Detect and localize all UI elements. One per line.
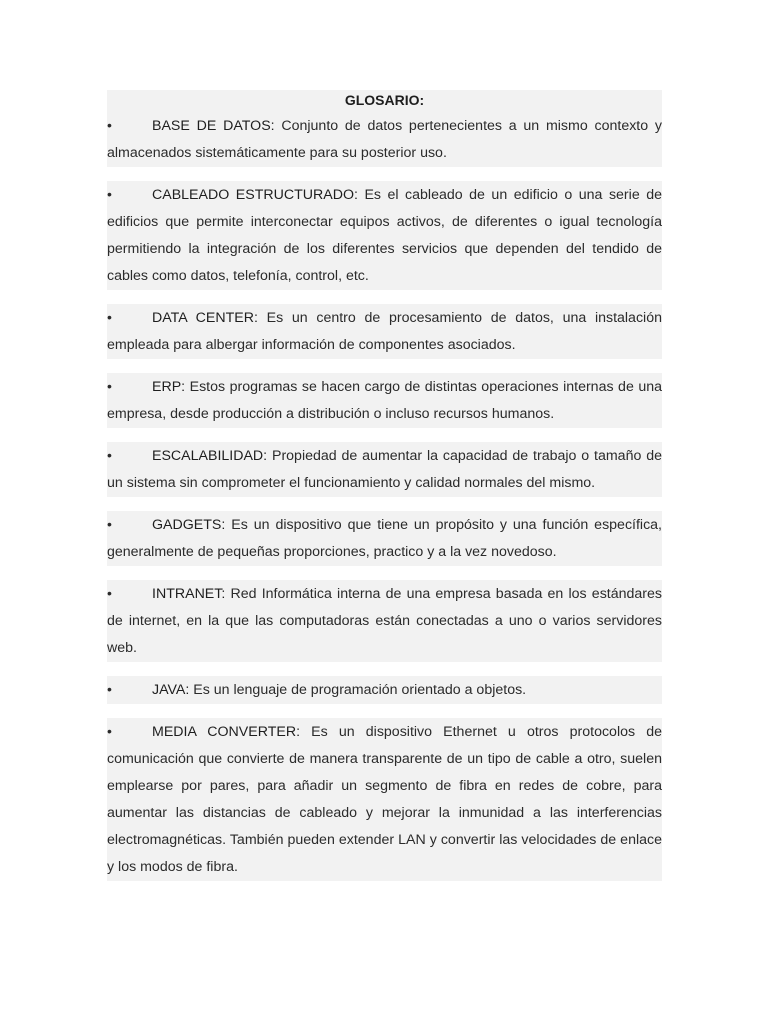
entry-term: GADGETS: xyxy=(152,517,226,533)
entry-definition: Es un dispositivo Ethernet u otros protocolos de comunicación que convierte de manera transparente de un tipo de cable a otro, suelen emplearse por pares, para añadir un segmento de fibra en redes de cobre, para aumentar las distancias de cableado y mejorar la inmunidad a las interferencias electromagnéticas. También pueden extender LAN y convertir las velocidades de enlace y los modos de fibra. xyxy=(107,724,662,875)
entry-definition: Es un lenguaje de programación orientado a objetos. xyxy=(189,682,527,698)
glossary-entry xyxy=(107,181,662,290)
entry-term: MEDIA CONVERTER: xyxy=(152,724,301,740)
entry-definition: Propiedad de aumentar la capacidad de trabajo o tamaño de un sistema sin comprometer el funcionamiento y calidad normales del mismo. xyxy=(107,448,662,491)
glossary-entry xyxy=(107,112,662,167)
entry-term: ESCALABILIDAD: xyxy=(152,448,268,464)
glossary-entry xyxy=(107,373,662,428)
entry-term: CABLEADO ESTRUCTURADO: xyxy=(152,187,358,203)
entry-term: ERP: xyxy=(152,379,186,395)
glossary-entry xyxy=(107,718,662,881)
entry-term: BASE DE DATOS: xyxy=(152,118,275,134)
bullet-icon: • xyxy=(107,309,112,325)
bullet-icon: • xyxy=(107,378,112,394)
bullet-icon: • xyxy=(107,516,112,532)
glossary-entry xyxy=(107,442,662,497)
bullet-icon: • xyxy=(107,723,112,739)
glossary-title: GLOSARIO: xyxy=(107,90,662,112)
bullet-icon: • xyxy=(107,117,112,133)
glossary-entry xyxy=(107,304,662,359)
entry-definition: Conjunto de datos pertenecientes a un mismo contexto y almacenados sistemáticamente para su posterior uso. xyxy=(107,118,662,161)
bullet-icon: • xyxy=(107,186,112,202)
bullet-icon: • xyxy=(107,681,112,697)
glossary-entry xyxy=(107,511,662,566)
entry-definition: Red Informática interna de una empresa basada en los estándares de internet, en la que las computadoras están conectadas a uno o varios servidores web. xyxy=(107,586,662,656)
entry-term: INTRANET: xyxy=(152,586,226,602)
entry-definition: Es el cableado de un edificio o una serie de edificios que permite interconectar equipos activos, de diferentes o igual tecnología permitiendo la integración de los diferentes servicios que dependen del tendido de cables como datos, telefonía, control, etc. xyxy=(107,187,662,284)
glossary-entry xyxy=(107,580,662,662)
entry-term: JAVA: xyxy=(152,682,190,698)
entry-term: DATA CENTER: xyxy=(152,310,258,326)
entry-definition: Es un centro de procesamiento de datos, una instalación empleada para albergar información de componentes asociados. xyxy=(107,310,662,353)
entry-definition: Es un dispositivo que tiene un propósito y una función específica, generalmente de pequeñas proporciones, practico y a la vez novedoso. xyxy=(107,517,662,560)
glossary-document xyxy=(107,90,662,895)
bullet-icon: • xyxy=(107,447,112,463)
bullet-icon: • xyxy=(107,585,112,601)
glossary-entry xyxy=(107,676,662,704)
entry-definition: Estos programas se hacen cargo de distintas operaciones internas de una empresa, desde producción a distribución o incluso recursos humanos. xyxy=(107,379,662,422)
